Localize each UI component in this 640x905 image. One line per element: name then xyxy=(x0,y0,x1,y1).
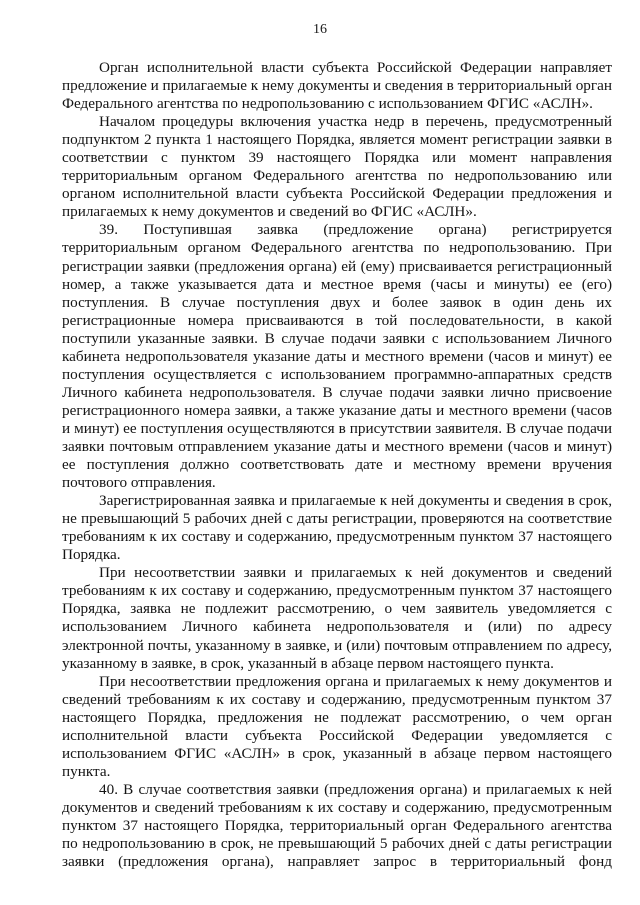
paragraph-verification: Зарегистрированная заявка и прилагаемые к ней документы и сведения в срок, не превышающий 5 рабочих дней с даты регистрации, проверяются на соответствие требованиям к их составу и содержанию, предусмотренным пунктом 37 настоящего Порядка. xyxy=(62,492,612,564)
paragraph-item-39-registration: 39. Поступившая заявка (предложение органа) регистрируется территориальным органом Федерального агентства по недропользованию. При регистрации заявки (предложения органа) ей (ему) присваивается регистрационный номер, а также указывается дата и местное время (часы и минуты) ее (его) поступления. В случае поступления двух и более заявок в один день их регистрационные номера присваиваются в той последовательности, в какой поступили указанные заявки. В случае подачи заявки с использованием Личного кабинета недропользователя указание даты и местного времени (часов и минут) ее поступления осуществляется с использованием программно-аппаратных средств Личного кабинета недропользователя. В случае подачи заявки лично присвоение регистрационного номера заявки, а также указание даты и местного времени (часов и минут) ее поступления осуществляются в присутствии заявителя. В случае подачи заявки почтовым отправлением указание даты и местного времени (часов и минут) ее поступления должно соответствовать дате и местному времени вручения почтового отправления. xyxy=(62,221,612,492)
page-number: 16 xyxy=(313,22,327,37)
paragraph-item-40-request: 40. В случае соответствия заявки (предложения органа) и прилагаемых к ней документов и сведений требованиям к их составу и содержанию, предусмотренным пунктом 37 настоящего Порядка, территориальный орган Федерального агентства по недропользованию в срок, не превышающий 5 рабочих дней с даты регистрации заявки (предложения органа), направляет запрос в территориальный фонд xyxy=(62,780,612,871)
document-body xyxy=(62,59,612,871)
paragraph-submission: Орган исполнительной власти субъекта Российской Федерации направляет предложение и прилагаемые к нему документы и сведения в территориальный орган Федерального агентства по недропользованию с использованием ФГИС «АСЛН». xyxy=(62,59,612,113)
paragraph-proposal-rejection: При несоответствии предложения органа и прилагаемых к нему документов и сведений требованиям к их составу и содержанию, предусмотренным пунктом 37 настоящего Порядка, предложения не подлежат рассмотрению, о чем орган исполнительной власти субъекта Российской Федерации уведомляется с использованием ФГИС «АСЛН» в срок, указанный в абзаце первом настоящего пункта. xyxy=(62,672,612,780)
paragraph-procedure-start: Началом процедуры включения участка недр в перечень, предусмотренный подпунктом 2 пункта 1 настоящего Порядка, является момент регистрации заявки в соответствии с пунктом 39 настоящего Порядка или момент направления территориальным органом Федерального агентства по недропользованию или органом исполнительной власти субъекта Российской Федерации предложения и прилагаемых к нему документов и сведений во ФГИС «АСЛН». xyxy=(62,113,612,221)
paragraph-application-rejection: При несоответствии заявки и прилагаемых к ней документов и сведений требованиям к их составу и содержанию, предусмотренным пунктом 37 настоящего Порядка, заявка не подлежит рассмотрению, о чем заявитель уведомляется с использованием Личного кабинета недропользователя и (или) по адресу электронной почты, указанному в заявке, и (или) почтовым отправлением по адресу, указанному в заявке, в срок, указанный в абзаце первом настоящего пункта. xyxy=(62,564,612,672)
